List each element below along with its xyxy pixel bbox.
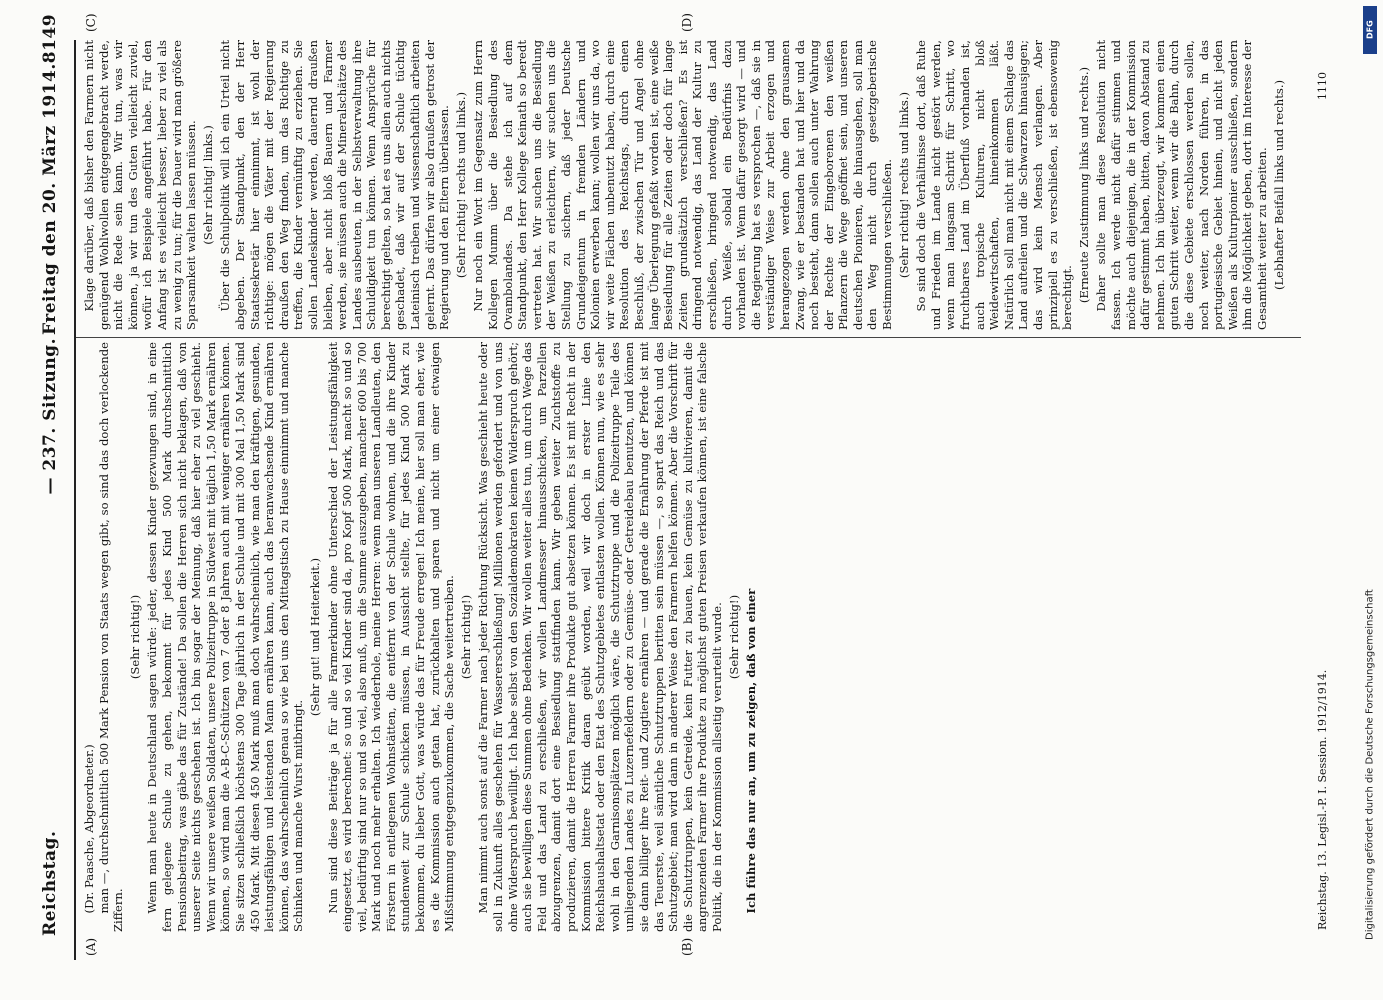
digitization-credit: Digitalisierung gefördert durch die Deutsche Forschungsgemeinschaft [1364,589,1376,940]
paragraph: Klage darüber, daß bisher den Farmern nicht genügend Wohlwollen entgegengebracht werde, nicht die Rede sein kann. Wir tun, was wir können, ja wir tun des Guten vielleicht zuviel, wofür ich Beispiele angeführt habe. Für den Anfang ist es vielleicht besser, lieber zu viel als zu wenig zu tun; für die Dauer wird man größere Sparsamkeit walten lassen müssen. [82,40,199,330]
interjection: (Lebhafter Beifall links und rechts.) [1271,79,1286,291]
interjection: (Sehr richtig! links.) [200,125,215,245]
running-header-right [40,13,72,335]
interjection: (Sehr gut! und Heiterkeit.) [307,557,322,717]
interjection: (Sehr richtig! rechts und links.) [453,91,468,279]
interjection: (Sehr richtig!) [127,594,142,680]
paragraph: Daher sollte man diese Resolution nicht fassen. Ich werde nicht dafür stimmen und möchte auch diejenigen, die in der Kommission dafür gestimmt haben, bitten, davon Abstand zu nehmen. Ich bin überzeugt, wir kommen einen guten Schritt weiter, wenn wir die Bahn, durch die diese Gebiete erschlossen werden sollen, noch weiter, nach Norden führen, in das portugiesische Gebiet hinein, und nicht jeden Weißen als Kulturpionier ausschließen, sondern ihm die Möglichkeit geben, dort im Interesse der Gesamtheit weiter zu arbeiten. [1094,40,1269,330]
footer-sheet-number: 1110 [1316,72,1329,100]
margin-mark-a: (A) [84,937,98,956]
paragraph: Nur noch ein Wort im Gegensatz zum Herrn Kollegen Mumm über die Besiedlung des Ovambolandes. Da stehe ich auf dem Standpunkt, den Herr Kollege Keinath so beredt vertreten hat. Wir suchen uns die Besiedlung der Weißen zu erleichtern, wir suchen uns die Stellung zu sichern, daß jeder Deutsche Grundeigentum in fremden Ländern und Kolonien erwerben kann; wollen wir uns da, wo wir weite Flächen unbenutzt haben, durch eine Resolution des Reichstags, durch einen Beschluß, der zwischen Tür und Angel ohne lange Überlegung gefaßt worden ist, eine weiße Besiedlung für alle Zeiten oder doch für lange Zeiten grundsätzlich verschließen? Es ist dringend notwendig, das Land der Kultur zu erschließen, bringend notwendig, das Land durch Weiße, sobald ein Bedürfnis dazu vorhanden ist. Wenn dafür gesorgt wird — und die Regierung hat es versprochen —, daß sie in verständiger Weise zur Arbeit erzogen und herangezogen werden ohne den grausamen Zwang, wie er bestanden hat und hier und da noch besteht, dann sollen auch unter Wahrung der Rechte der Eingeborenen den weißen Pflanzern die Wege geöffnet sein, und unseren deutschen Pionieren, die hinausgehen, soll man den Weg nicht durch gesetzgeberische Bestimmungen verschließen. [471,40,895,330]
header-left-session: — 237. Sitzung. [40,338,60,495]
column-divider [76,337,1301,338]
paragraph: man —, durchschnittlich 500 Mark Pension von Staats wegen gibt, so sind das doch verlockende Ziffern. [96,342,126,932]
paragraph: Wenn man heute in Deutschland sagen würde: jeder, dessen Kinder gezwungen sind, in eine fern gelegene Schule zu gehen, bekommt für jedes Kind 500 Mark durchschnittlich Pensionsbeitrag, was gäbe das für Zustände! Da sollen die Herren sich nicht beklagen, daß von unserer Seite nichts geschehen ist. Ich bin sogar der Meinung, daß hier eher zu viel geschieht. Wenn wir unsere weißen Soldaten, unsere Polizeitruppe in Südwest mit täglich 1,50 Mark ernähren können, so wird man die A-B-C-Schützen von 7 oder 8 Jahren auch mit weniger ernähren können. Sie sitzen schließlich höchstens 300 Tage jährlich in der Schule und mit 300 Mal 1,50 Mark sind 450 Mark. Mit diesen 450 Mark muß man doch wahrscheinlich, wie man den kräftigen, gesunden, leistungsfähigen und leistenden Mann ernähren kann, auch das heranwachsende Kind ernähren können, das wahrscheinlich genau so wie bei uns den Mittagstisch zu Hause einnimmt und manche Schinken und manche Wurst mitbringt. [145,342,306,932]
interjection: (Erneute Zustimmung links und rechts.) [1076,66,1091,304]
header-date: Freitag den 20. März 1914. [40,63,60,335]
header-left-title: Reichstag. [40,830,60,936]
header-rule [74,40,76,960]
paragraph: Man nimmt auch sonst auf die Farmer nach jeder Richtung Rücksicht. Was geschieht heute oder soll in Zukunft alles geschehen für Wassererschließung! Millionen werden gefordert und von uns ohne Widerspruch bewilligt. Ich habe selbst von den Sozialdemokraten keinen Widerspruch gehört; auch sie bewilligen diese Summen ohne Bedenken. Wir wollen weiter alles tun, um durch Wege das Feld und das Land zu erschließen, wir wollen Landmesser hinausschicken, um Parzellen abzugrenzen, damit dort eine Besiedlung stattfinden kann. Wir geben weiter Zuchtstoffe zu produzieren, damit die Herren Farmer ihre Produkte gut absetzen können. Es ist mit Recht in der Kommission bittere Kritik daran geübt worden, weil wir doch in erster Linie den Reichshaushaltsetat oder den Etat des Schutzgebietes entlasten wollen. Können nun, wie es sehr wohl in den Garnisonsplätzen möglich wäre, die Schutztruppe und die Polizeitruppe Teile des umliegenden Landes zu Luzernefeldern oder zu Gemüse- oder Getreidebau benutzen, und können sie dann billiger ihre Reit- und Zugtiere ernähren — und gerade die Ernährung der Pferde ist mit das Teuerste, weil sämtliche Schutztruppen beritten sein müssen —, so spart das Reich und das Schutzgebiet; man wird dann in anderer Weise den Farmern helfen können. Aber die Vorschrift für die Schutztruppen, kein Getreide, kein Futter zu bauen, kein Gemüse zu kultivieren, damit die angrenzenden Farmer ihre Produkte zu möglichst guten Preisen verkaufen können, ist eine falsche Politik, die in der Kommission allseitig verurteilt wurde. [476,342,724,932]
speaker-line: (Dr. Paasche, Abgeordneter.) [82,744,96,914]
interjection: (Sehr richtig!) [726,594,741,680]
paragraph: Über die Schulpolitik will ich ein Urteil nicht abgeben. Der Standpunkt, den der Herr Staatssekretär hier einnimmt, ist wohl der richtige: mögen die Väter mit der Regierung draußen den Weg finden, um das Richtige zu treffen, die Kinder vernünftig zu erziehen. Sie sollen Landeskinder werden, dauernd draußen bleiben, aber nicht bloß Bauern und Farmer werden, sie müssen auch die Mineralschätze des Landes ausbeuten, in der Selbstverwaltung ihre Schuldigkeit tun können. Wenn Ansprüche für berechtigt gelten, so hat es uns allen auch nichts geschadet, daß wir auf der Schule tüchtig Lateinisch treiben und wissenschaftlich arbeiten gelernt. Das dürfen wir also draußen getrost der Regierung und den Eltern überlassen. [218,40,452,330]
margin-mark-b: (B) [680,937,694,956]
running-header-left [40,338,72,936]
paragraph: Ich führe das nur an, um zu zeigen, daß von einer [744,588,759,914]
dfg-logo: DFG [1363,6,1377,54]
interjection: (Sehr richtig! rechts und links.) [896,91,911,279]
paragraph: So sind doch die Verhältnisse dort, daß Ruhe und Frieden im Lande nicht gestört werden, wenn man langsam Schritt für Schritt, wo fruchtbares Land im Überfluß vorhanden ist, auch tropische Kulturen, nicht bloß Weidewirtschaften, hineinkommen läßt. Natürlich soll man nicht mit einem Schlage das Land aufteilen und die Schwarzen hinausjagen; das wird kein Mensch verlangen. Aber prinzipiell es zu verschließen, ist ebensowenig berechtigt. [914,40,1075,330]
margin-mark-c: (C) [84,13,98,32]
paragraph: Nun sind diese Beiträge ja für alle Farmerkinder ohne Unterschied der Leistungsfähigkeit eingesetzt, es wird berechnet: so und so viel Kinder sind da, pro Kopf 500 Mark, macht so und so viel, bedürftig sind nur so und so viel, also muß, um die Summe auszugeben, mancher 600 bis 700 Mark und noch mehr erhalten. Ich wiederhole, meine Herren: wenn man unseren Landleuten, den Förstern in entlegenen Wohnstätten, die entfernt von der Schule wohnen, und die ihre Kinder stundenweit zur Schule schicken müssen, in Aussicht stellte, für jedes Kind 500 Mark zu bekommen, du lieber Gott, was würde das für Freude erregen! Ich meine, hier soll man eher, wie es die Kommission auch getan hat, zurückhalten und sparen und nicht um einer etwaigen Mißstimmung entgegenzukommen, die Sache weitertreiben. [325,342,457,932]
left-column [82,342,1307,932]
margin-mark-d: (D) [680,13,694,32]
right-column [82,40,1307,330]
footer-session: Reichstag. 13. Legisl.-P. I. Session. 1912/1914. [1316,669,1329,930]
page-number: 8149 [40,13,60,64]
interjection: (Sehr richtig!) [458,594,473,680]
